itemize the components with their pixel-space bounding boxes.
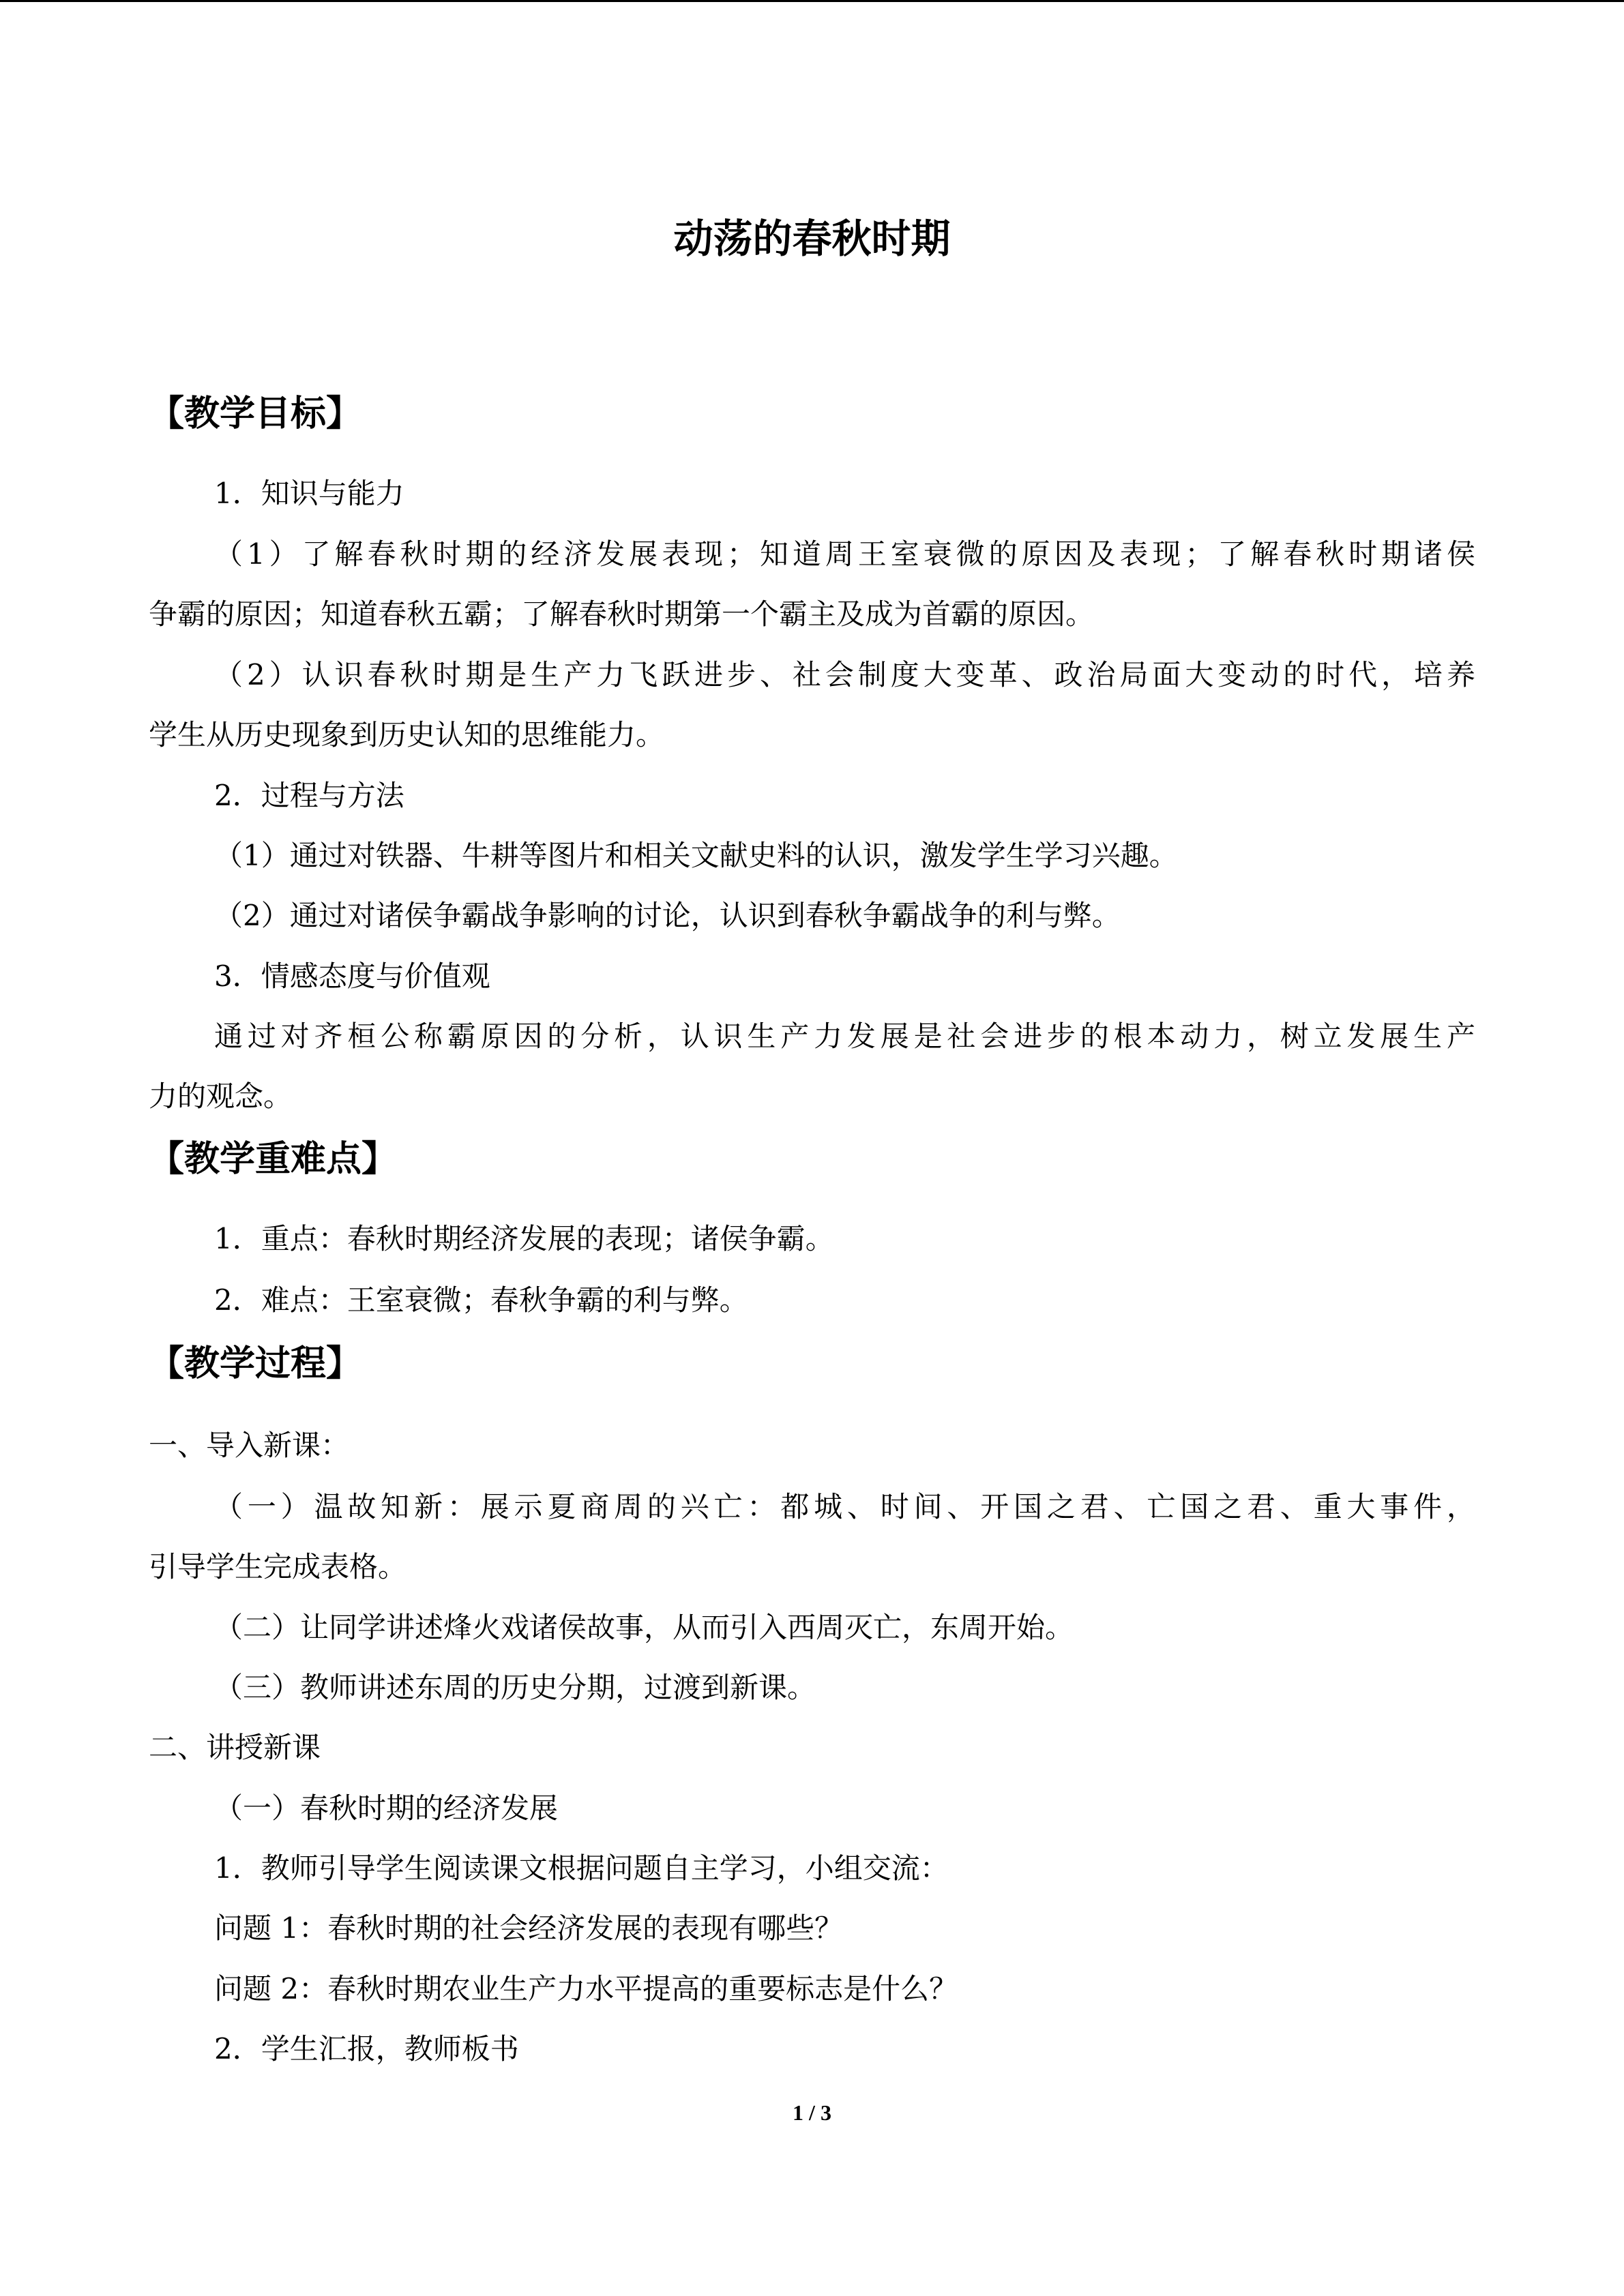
objectives-line: （1）通过对铁器、牛耕等图片和相关文献史料的认识，激发学生学习兴趣。	[214, 839, 1178, 872]
process-line: 二、讲授新课	[149, 1731, 321, 1764]
process-line: （一）春秋时期的经济发展	[214, 1791, 559, 1825]
process-line: 引导学生完成表格。	[149, 1550, 407, 1583]
objectives-line: 1．知识与能力	[214, 477, 404, 510]
process-line: 问题 2：春秋时期农业生产力水平提高的重要标志是什么？	[214, 1972, 958, 2006]
objectives-line: 通过对齐桓公称霸原因的分析，认识生产力发展是社会进步的根本动力，树立发展生产	[214, 1019, 1475, 1053]
process-line: 1．教师引导学生阅读课文根据问题自主学习，小组交流：	[214, 1851, 949, 1885]
process-line: 一、导入新课：	[149, 1429, 350, 1462]
objectives-line: （1）了解春秋时期的经济发展表现；知道周王室衰微的原因及表现；了解春秋时期诸侯	[214, 537, 1475, 571]
process-line: 问题 1：春秋时期的社会经济发展的表现有哪些？	[214, 1911, 844, 1945]
document-title: 动荡的春秋时期	[673, 215, 951, 262]
objectives-line: 学生从历史现象到历史认知的思维能力。	[149, 718, 665, 751]
objectives-line: 争霸的原因；知道春秋五霸；了解春秋时期第一个霸主及成为首霸的原因。	[149, 597, 1095, 631]
process-line: （二）让同学讲述烽火戏诸侯故事，从而引入西周灭亡，东周开始。	[214, 1611, 1074, 1644]
objectives-line: 3．情感态度与价值观	[214, 959, 490, 993]
process-line: （三）教师讲述东周的历史分期，过渡到新课。	[214, 1671, 816, 1704]
process-heading: 【教学过程】	[149, 1343, 362, 1384]
objectives-line: 2．过程与方法	[214, 779, 404, 812]
objectives-line: （2）通过对诸侯争霸战争影响的讨论，认识到春秋争霸战争的利与弊。	[214, 899, 1121, 932]
key-points-line: 1．重点：春秋时期经济发展的表现；诸侯争霸。	[214, 1222, 834, 1255]
document-page	[149, 0, 1475, 2296]
objectives-line: 力的观念。	[149, 1079, 293, 1113]
key-points-line: 2．难点：王室衰微；春秋争霸的利与弊。	[214, 1283, 748, 1317]
objectives-heading: 【教学目标】	[149, 393, 362, 434]
key-points-heading: 【教学重难点】	[149, 1139, 398, 1180]
objectives-line: （2）认识春秋时期是生产力飞跃进步、社会制度大变革、政治局面大变动的时代，培养	[214, 658, 1475, 691]
process-line: 2．学生汇报，教师板书	[214, 2032, 519, 2066]
process-line: （一）温故知新：展示夏商周的兴亡：都城、时间、开国之君、亡国之君、重大事件，	[214, 1490, 1475, 1523]
page-number: 1 / 3	[793, 2100, 831, 2125]
